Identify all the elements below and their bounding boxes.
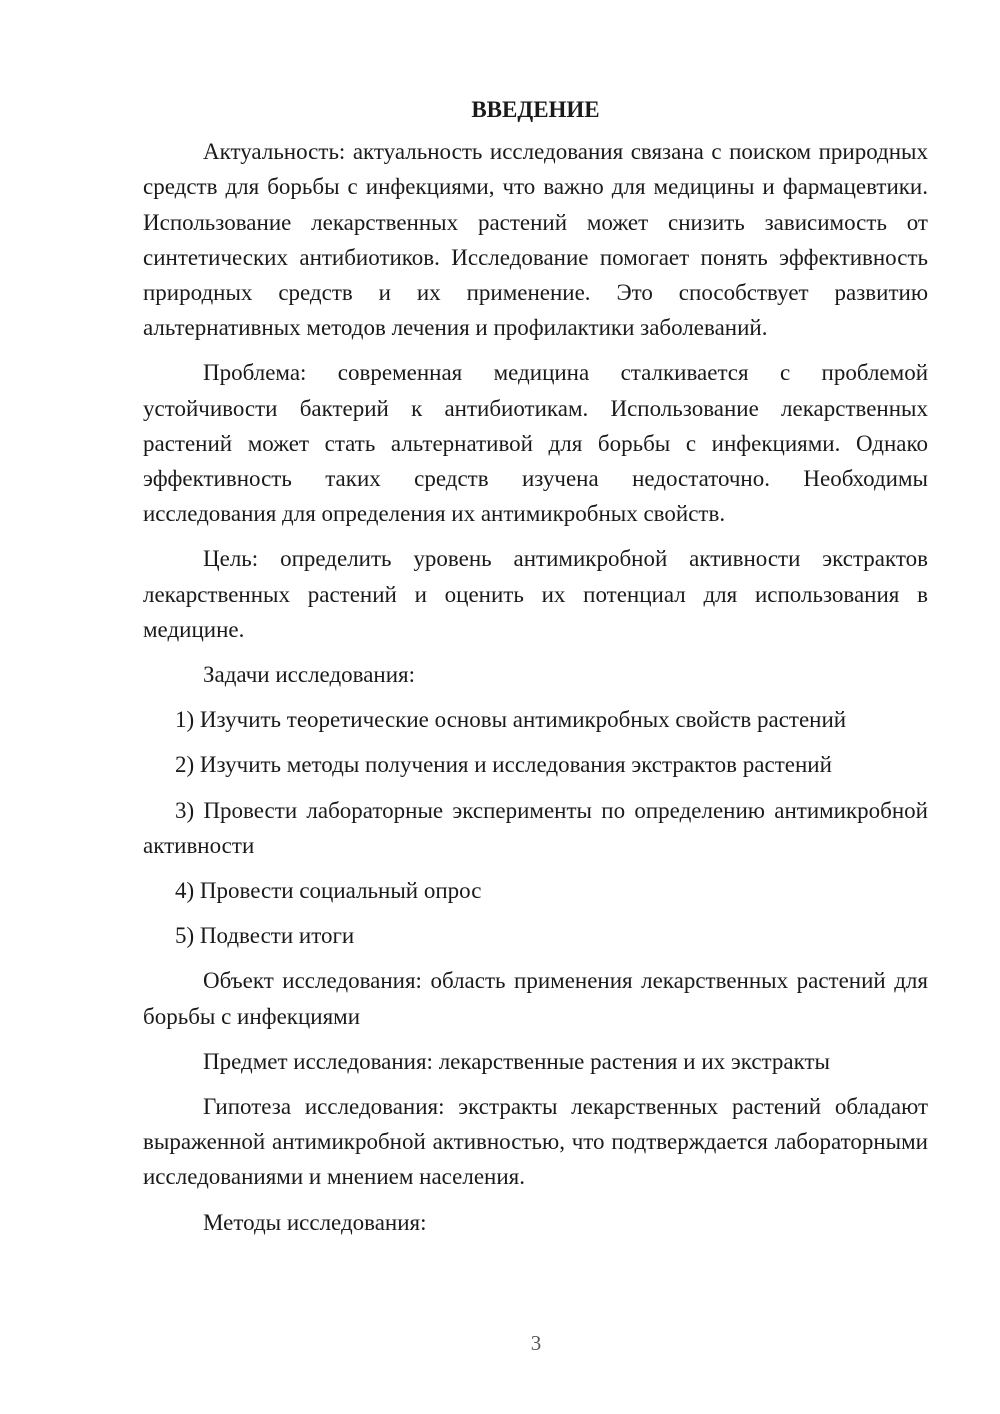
- task-item-2: 2) Изучить методы получения и исследования экстрактов растений: [175, 752, 832, 778]
- paragraph-problem: Проблема: современная медицина сталкивается с проблемой устойчивости бактерий к антибиотикам. Использование лекарственных растений может стать альтернативой для борьбы с инфекциями. Однако эффективность таких средств изучена недостаточно. Необходимы исследования для определения их антимикробных свойств.: [143, 360, 928, 527]
- task-item-1: 1) Изучить теоретические основы антимикробных свойств растений: [175, 707, 847, 733]
- paragraph-hypothesis: Гипотеза исследования: экстракты лекарственных растений обладают выраженной антимикробной активностью, что подтверждается лабораторными исследованиями и мнением населения.: [143, 1094, 928, 1190]
- paragraph-subject: Предмет исследования: лекарственные растения и их экстракты: [203, 1048, 830, 1074]
- paragraph-goal: Цель: определить уровень антимикробной активности экстрактов лекарственных растений и оценить их потенциал для использования в медицине.: [143, 546, 928, 642]
- task-item-5: 5) Подвести итоги: [175, 923, 355, 949]
- page-number: 3: [530, 1331, 542, 1355]
- task-item-3: 3) Провести лабораторные эксперименты по определению антимикробной активности: [143, 797, 928, 858]
- tasks-heading: Задачи исследования:: [203, 662, 416, 688]
- section-title: ВВЕДЕНИЕ: [471, 97, 600, 122]
- task-item-4: 4) Провести социальный опрос: [175, 878, 482, 904]
- paragraph-relevance: Актуальность: актуальность исследования связана с поиском природных средств для борьбы с инфекциями, что важно для медицины и фармацевтики. Использование лекарственных растений может снизить зависимость от синтетических антибиотиков. Исследование помогает понять эффективность природных средств и их применение. Это способствует развитию альтернативных методов лечения и профилактики заболеваний.: [143, 139, 928, 341]
- document-page: [143, 92, 928, 1250]
- paragraph-object: Объект исследования: область применения лекарственных растений для борьбы с инфекциями: [143, 968, 928, 1029]
- methods-heading: Методы исследования:: [203, 1209, 427, 1235]
